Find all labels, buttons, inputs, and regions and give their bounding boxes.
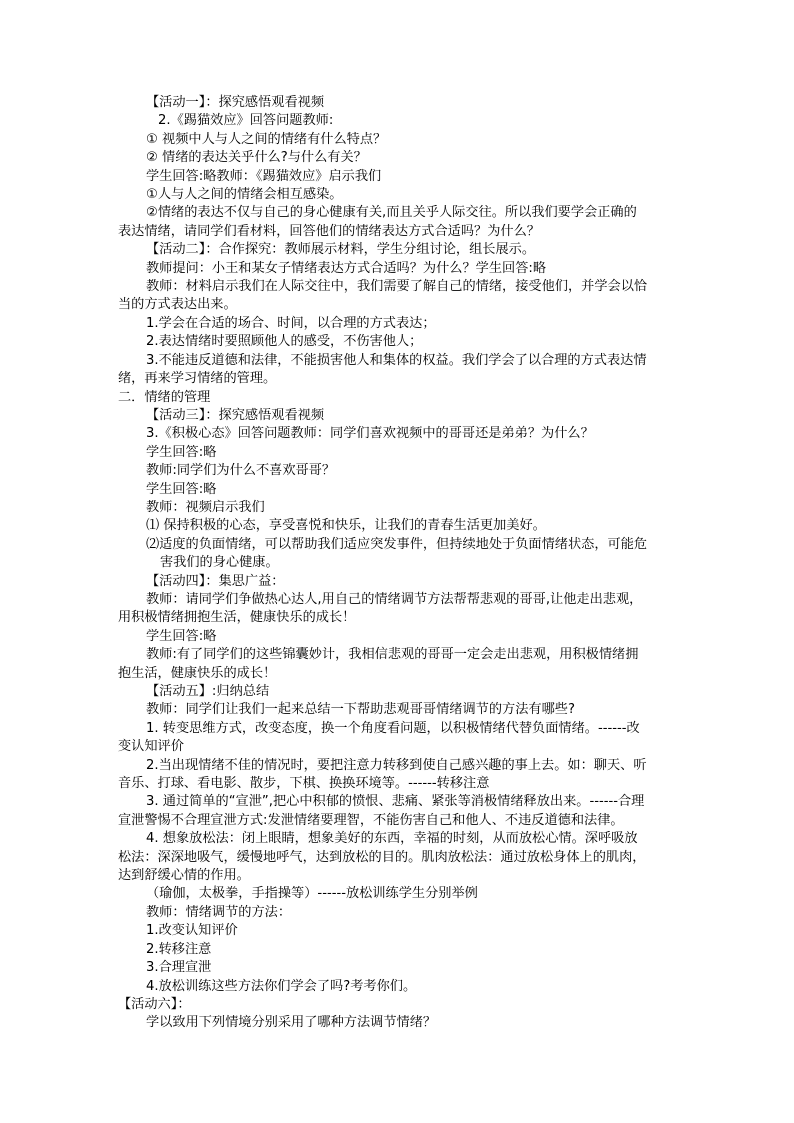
paragraph: 教师:同学们为什么不喜欢哥哥？ [146,463,336,479]
paragraph: 3.《积极心态》回答问题教师：同学们喜欢视频中的哥哥还是弟弟？为什么？ [146,426,594,442]
paragraph: 1.学会在合适的场合、时间，以合理的方式表达； [146,315,436,331]
paragraph: 教师:有了同学们的这些锦囊妙计，我相信悲观的哥哥一定会走出悲观，用积极情绪拥抱生活，健康快乐的成长！ [118,647,639,681]
paragraph: 【活动二】：合作探究：教师展示材料，学生分组讨论，组长展示。 [146,242,536,258]
document-body [118,94,648,1033]
paragraph: 2.当出现情绪不佳的情况时，要把注意力转移到使自己感兴趣的事上去。如：聊天、听音乐、打球、看电影、散步，下棋、换换环境等。------转移注意 [118,757,647,792]
paragraph: 学生回答:略 [146,628,217,644]
paragraph: 2.转移注意 [146,941,212,957]
paragraph: 【活动四】：集思广益： [146,573,285,589]
paragraph: 【活动六】： [118,996,191,1012]
paragraph: ① 视频中人与人之间的情绪有什么特点？ [146,131,387,147]
paragraph: 教师：请同学们争做热心达人,用自己的情绪调节方法帮帮悲观的哥哥,让他走出悲观，用积极情绪拥抱生活，健康快乐的成长！ [118,591,643,626]
paragraph: 教师提问：小王和某女子情绪表达方式合适吗？为什么？学生回答:略 [146,260,547,276]
paragraph: 学生回答:略教师：《踢猫效应》启示我们 [146,168,382,184]
paragraph: （瑜伽，太极拳，手指操等）------放松训练学生分别举例 [146,886,478,902]
paragraph: 1.改变认知评价 [146,923,238,939]
paragraph: 学以致用下列情境分别采用了哪种方法调节情绪？ [146,1015,437,1031]
paragraph: 4.放松训练这些方法你们学会了吗?考考你们。 [146,978,417,994]
paragraph: 4. 想象放松法：闭上眼睛，想象美好的东西，幸福的时刻，从而放松心情。深呼吸放松法：深深地吸气，缓慢地呼气，达到放松的目的。肌肉放松法：通过放松身体上的肌肉，达到舒缓心情的作用。 [118,831,646,884]
paragraph: 学生回答:略 [146,481,217,497]
paragraph: 2.《踢猫效应》回答问题教师: [158,113,334,129]
paragraph: ② 情绪的表达关乎什么?与什么有关？ [146,150,367,166]
paragraph: ⑴ 保持积极的心态，享受喜悦和快乐，让我们的青春生活更加美好。 [146,518,546,534]
paragraph: 学生回答:略 [146,444,217,460]
paragraph: 【活动三】：探究感悟观看视频 [146,407,325,423]
paragraph: 1. 转变思维方式，改变态度，换一个角度看问题，以积极情绪代替负面情绪。------改变认知评价 [118,720,640,755]
paragraph: 【活动一】：探究感悟观看视频 [146,95,325,110]
paragraph: ①人与人之间的情绪会相互感染。 [146,187,343,203]
paragraph: 教师：情绪调节的方法： [146,904,292,920]
paragraph: 3.合理宣泄 [146,960,212,976]
paragraph: ⑵适度的负面情绪，可以帮助我们适应突发事件，但持续地处于负面情绪状态，可能危害我们的身心健康。 [146,536,648,571]
paragraph: 教师：材料启示我们在人际交往中，我们需要了解自己的情绪，接受他们，并学会以恰当的方式表达出来。 [118,279,648,313]
paragraph: 教师：视频启示我们 [146,499,265,515]
paragraph: 教师：同学们让我们一起来总结一下帮助悲观哥哥情绪调节的方法有哪些? [146,702,575,718]
paragraph: 【活动五】:归纳总结 [146,684,270,699]
paragraph: 二．情绪的管理 [118,389,211,405]
paragraph: 3.不能违反道德和法律，不能损害他人和集体的权益。我们学会了以合理的方式表达情绪，再来学习情绪的管理。 [118,352,647,387]
paragraph: 2.表达情绪时要照顾他人的感受，不伤害他人； [146,334,423,350]
paragraph: 3. 通过简单的“宣泄”,把心中积郁的愤恨、悲痛、紧张等消极情绪释放出来。------合理宣泄警惕不合理宣泄方式:发泄情绪要理智，不能伤害自己和他人、不违反道德和法律。 [118,794,645,828]
paragraph: ②情绪的表达不仅与自己的身心健康有关,而且关乎人际交往。所以我们要学会正确的表达情绪，请同学们看材料，回答他们的情绪表达方式合适吗？为什么？ [118,205,637,239]
